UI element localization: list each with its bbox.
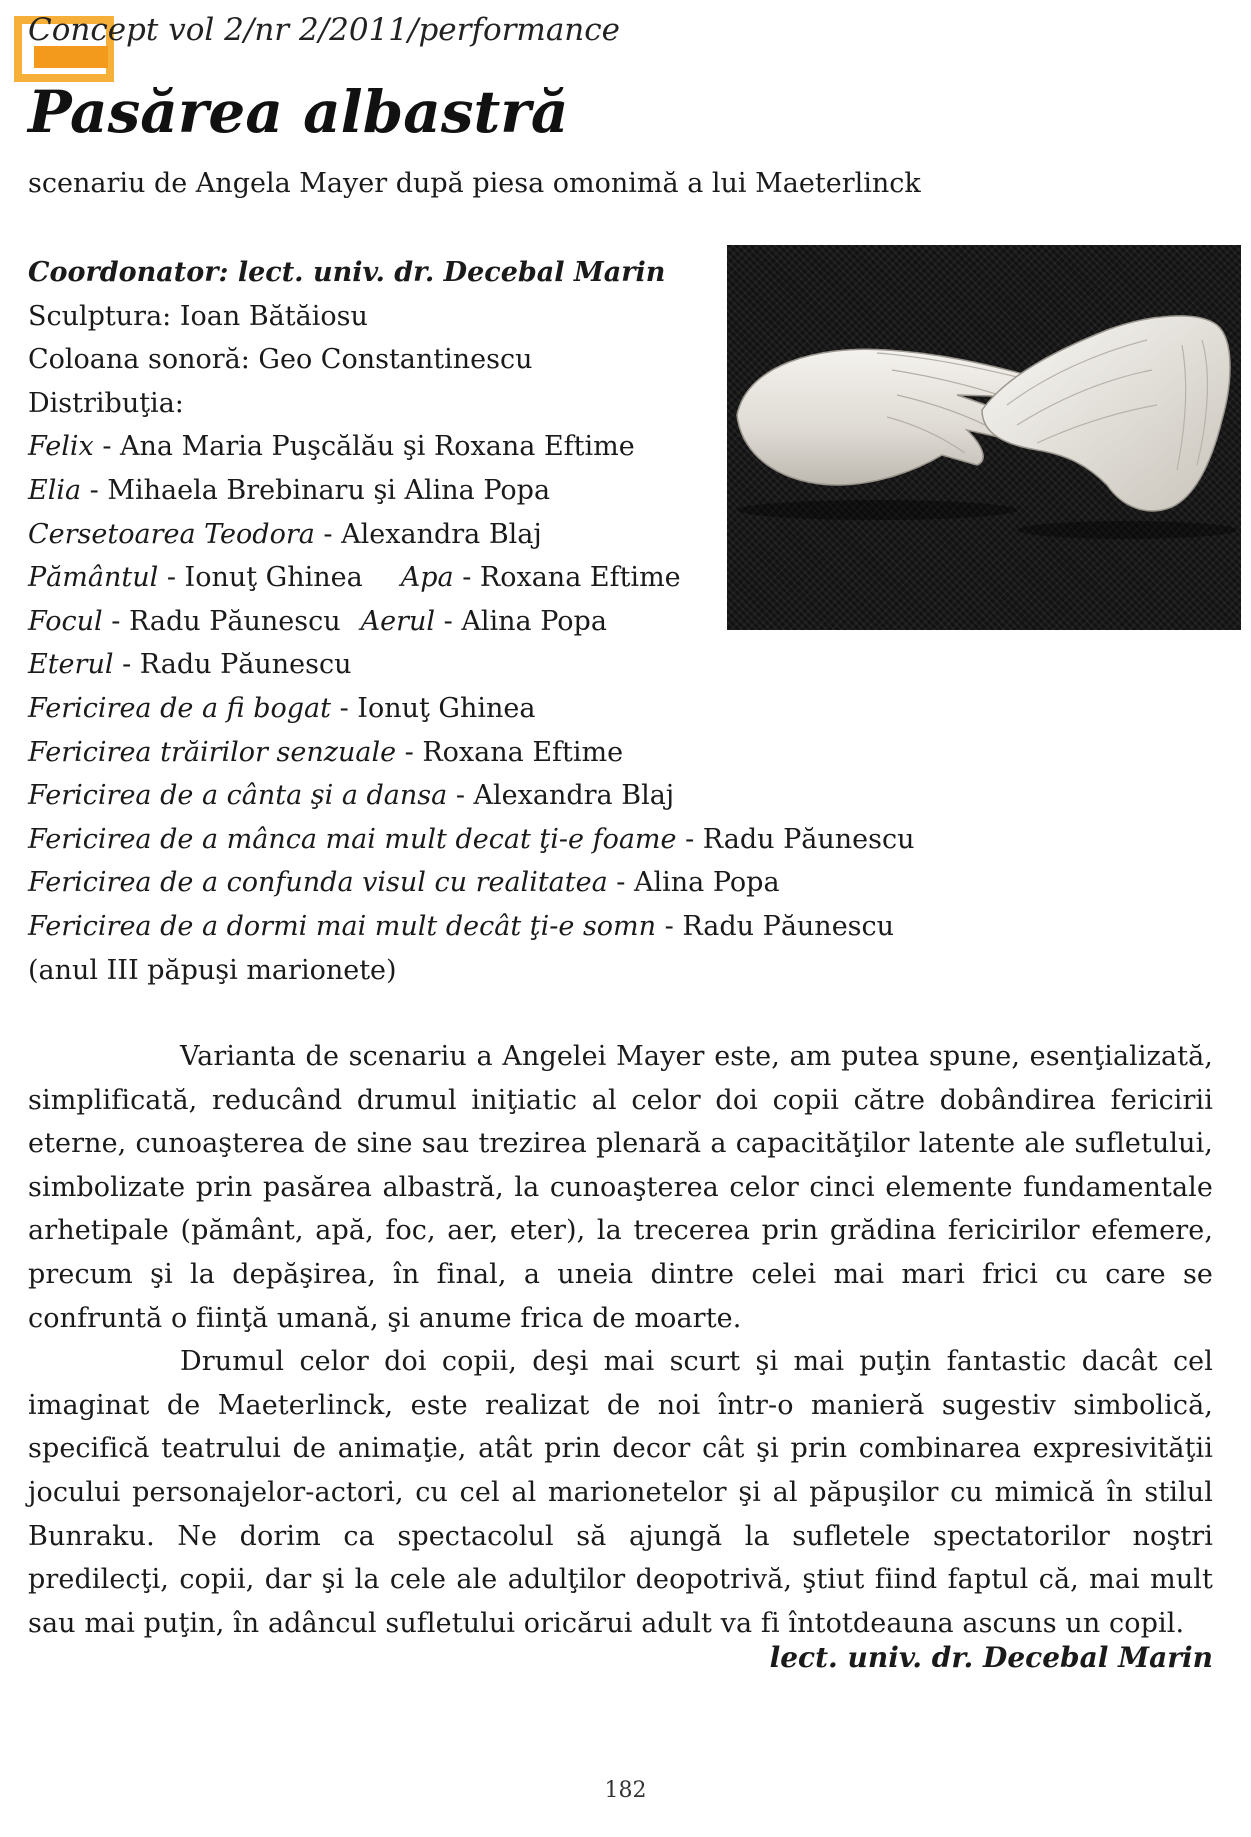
cast-actor: - Alexandra Blaj [314,518,542,550]
cast-row [28,425,848,469]
coordinator-line: Coordonator: lect. univ. dr. Decebal Marin [28,257,666,288]
cast-row [28,731,848,775]
cast-actor: - Ionuţ Ghinea [158,562,363,594]
cast-actor: - Radu Păunescu [656,910,895,942]
cast-role: Cersetoarea Teodora [28,518,315,550]
cast-role: Eterul [28,649,114,681]
program-note: (anul III păpuşi marionete) [28,954,397,986]
cast-row [28,469,848,513]
sculpture-photo [727,245,1241,630]
cast-row [28,861,848,905]
cast-role: Fericirea de a mânca mai mult decat ţi-e foame [28,823,677,855]
subtitle: scenariu de Angela Mayer după piesa omonimă a lui Maeterlinck [28,168,921,199]
cast-row [28,687,848,731]
cast-actor: - Radu Păunescu [102,605,341,637]
cast-role: Apa [400,562,454,594]
cast-role: Fericirea de a fi bogat [28,692,331,724]
sculpture-line: Sculptura: Ioan Bătăiosu [28,300,368,332]
body-paragraph: Drumul celor doi copii, deşi mai scurt şi mai puţin fantastic dacât cel imaginat de Maeterlinck, este realizat de noi într-o manieră sugestiv simbolică, specifică teatrului de animaţie, atât prin decor cât şi prin combinarea expresivităţii jocului personajelor-actori, cu cel al marionetelor şi al păpuşilor cu mimică în stilul Bunraku. Ne dorim ca spectacolul să ajungă la sufletele spectatorilor noştri predilecţi, copii, dar şi la cele ale adulţilor deopotrivă, ştiut fiind faptul că, mai mult sau mai puţin, în adâncul sufletului oricărui adult va fi întotdeauna ascuns un copil. [28,1346,1213,1639]
credits-block [28,251,915,992]
cast-role: Aerul [360,605,436,637]
cast-role: Focul [28,605,103,637]
cast-actor: - Mihaela Brebinaru şi Alina Popa [81,474,551,506]
cast-actor: - Ionuţ Ghinea [331,692,536,724]
cast-row [28,774,848,818]
soundtrack-line: Coloana sonoră: Geo Constantinescu [28,344,533,376]
cast-actor: - Roxana Eftime [396,736,624,768]
cast-role: Fericirea de a cânta şi a dansa [28,780,448,812]
page-title: Pasărea albastră [28,78,569,146]
running-head: Concept vol 2/nr 2/2011/performance [28,12,620,48]
cast-role: Fericirea de a dormi mai mult decât ţi-e somn [28,910,657,942]
cast-role: Pământul [28,562,159,594]
cast-actor: - Roxana Eftime [453,562,681,594]
cast-row [28,513,848,557]
cast-actor: - Radu Păunescu [676,823,915,855]
author-signature: lect. univ. dr. Decebal Marin [769,1641,1213,1674]
cast-actor: - Alina Popa [435,605,607,637]
cast-row [28,643,848,687]
cast-role: Elia [28,474,82,506]
page-number: 182 [604,1778,647,1803]
cast-actor: - Ana Maria Puşcălău şi Roxana Eftime [93,431,635,463]
cast-role: Fericirea de a confunda visul cu realitatea [28,867,608,899]
cast-row [28,905,895,949]
cast-heading: Distribuţia: [28,387,184,419]
cast-role: Fericirea trăirilor senzuale [28,736,397,768]
cast-actor: - Alexandra Blaj [447,780,675,812]
article-body [28,1035,1213,1645]
cast-actor: - Radu Păunescu [113,649,352,681]
cast-row [28,818,915,862]
cast-actor: - Alina Popa [607,867,780,899]
cast-row [28,600,848,644]
body-paragraph: Varianta de scenariu a Angelei Mayer este, am putea spune, esenţializată, simplificată, reducând drumul iniţiatic al celor doi copii către dobândirea fericirii eterne, cunoaşterea de sine sau trezirea plenară a capacităţilor latente ale sufletului, simbolizate prin pasărea albastră, la cunoaşterea celor cinci elemente fundamentale arhetipale (pământ, apă, foc, aer, eter), la trecerea prin grădina fericirilor efemere, precum şi la depăşirea, în final, a uneia dintre celei mai mari frici cu care se confruntă o fiinţă umană, şi anume frica de moarte. [28,1041,1213,1334]
cast-row [28,556,848,600]
cast-role: Felix [28,431,94,463]
